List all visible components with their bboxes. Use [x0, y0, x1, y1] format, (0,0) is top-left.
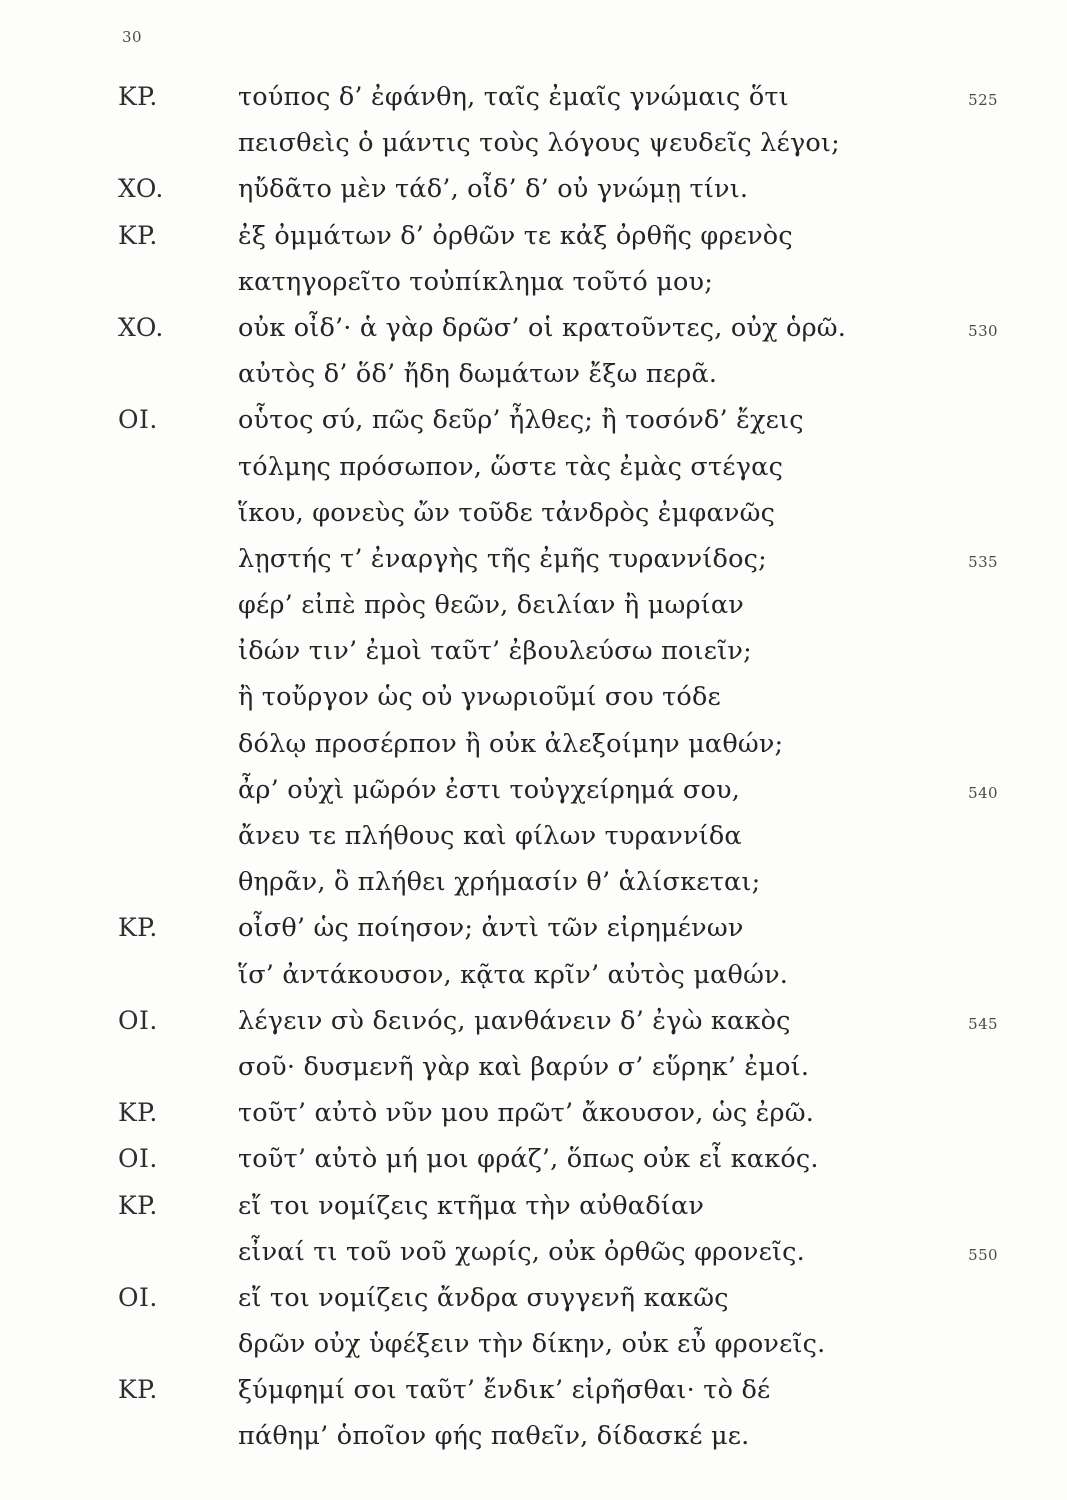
verse-text: ἰδών τιν’ ἐμοὶ ταῦτ’ ἐβουλεύσω ποιεῖν;	[238, 636, 752, 667]
verse-text: τούπος δ’ ἐφάνθη, ταῖς ἐμαῖς γνώμαις ὅτι	[238, 82, 789, 112]
verse-line	[118, 590, 998, 636]
speaker-label: ΚP.	[118, 1375, 158, 1405]
verse-text: εἴ τοι νομίζεις κτῆμα τὴν αὐθαδίαν	[238, 1190, 705, 1221]
verse-line	[118, 1098, 998, 1144]
line-number: 540	[968, 783, 998, 802]
speaker-label: OI.	[118, 1144, 158, 1174]
verse-text: αὐτὸς δ’ ὅδ’ ἤδη δωμάτων ἔξω περᾶ.	[238, 359, 718, 390]
line-number: 535	[968, 552, 998, 571]
speaker-label: XO.	[118, 174, 164, 204]
verse-text: ἵκου, φονεὺς ὤν τοῦδε τἀνδρὸς ἐμφανῶς	[238, 497, 776, 528]
verse-line	[118, 960, 998, 1006]
line-number: 550	[968, 1245, 998, 1264]
verse-line	[118, 1237, 998, 1283]
verse-line	[118, 174, 998, 220]
verse-line	[118, 267, 998, 313]
verse-line	[118, 821, 998, 867]
speaker-label: ΚP.	[118, 913, 158, 943]
verse-text: ἄνευ τε πλήθους καὶ φίλων τυραννίδα	[238, 821, 742, 851]
verse-text: ξύμφημί σοι ταῦτ’ ἔνδικ’ εἰρῆσθαι· τὸ δέ	[238, 1375, 771, 1406]
verse-line	[118, 775, 998, 821]
verse-line	[118, 313, 998, 359]
verse-line	[118, 544, 998, 590]
verse-text: πάθημ’ ὁποῖον φής παθεῖν, δίδασκέ με.	[238, 1421, 750, 1452]
speaker-label: ΚP.	[118, 82, 158, 111]
verse-text: ἢ τοὔργον ὡς οὐ γνωριοῦμί σου τόδε	[238, 682, 721, 713]
verse-text: ἆρ’ οὐχὶ μῶρόν ἐστι τοὐγχείρημά σου,	[238, 774, 741, 805]
verse-line	[118, 498, 998, 544]
verse-line	[118, 359, 998, 405]
verse-line	[118, 1283, 998, 1329]
line-number: 525	[968, 91, 998, 109]
verse-text: οἶσθ’ ὡς ποίησον; ἀντὶ τῶν εἰρημένων	[238, 913, 744, 944]
speaker-label: ΚP.	[118, 1098, 158, 1128]
verse-text: λῃστής τ’ ἐναργὴς τῆς ἐμῆς τυραννίδος;	[238, 543, 767, 574]
verse-text-block	[118, 82, 998, 1468]
speaker-label: XO.	[118, 312, 164, 342]
verse-line	[118, 405, 998, 451]
verse-line	[118, 682, 998, 728]
speaker-label: OI.	[118, 1282, 158, 1312]
speaker-label: ΚP.	[118, 1190, 158, 1220]
verse-line	[118, 1052, 998, 1098]
verse-line	[118, 128, 998, 174]
speaker-label: OI.	[118, 405, 158, 435]
verse-text: σοῦ· δυσμενῆ γὰρ καὶ βαρύν σ’ εὕρηκ’ ἐμοί.	[238, 1051, 810, 1082]
verse-text: οὗτος σύ, πῶς δεῦρ’ ἦλθες; ἢ τοσόνδ’ ἔχεις	[238, 405, 804, 436]
verse-text: θηρᾶν, ὃ πλήθει χρήμασίν θ’ ἁλίσκεται;	[238, 867, 761, 898]
verse-text: λέγειν σὺ δεινός, μανθάνειν δ’ ἐγὼ κακὸς	[238, 1005, 791, 1036]
verse-line	[118, 636, 998, 682]
verse-line	[118, 867, 998, 913]
verse-line	[118, 1191, 998, 1237]
verse-text: δρῶν οὐχ ὑφέξειν τὴν δίκην, οὐκ εὖ φρονεῖς.	[238, 1329, 826, 1360]
verse-line	[118, 913, 998, 959]
verse-text: ηὔδᾶτο μὲν τάδ’, οἶδ’ δ’ οὐ γνώμῃ τίνι.	[238, 174, 749, 205]
line-number: 545	[968, 1014, 998, 1033]
verse-text: τοῦτ’ αὐτὸ νῦν μου πρῶτ’ ἄκουσον, ὡς ἐρῶ.	[238, 1098, 815, 1129]
speaker-label: OI.	[118, 1005, 158, 1035]
verse-line	[118, 1329, 998, 1375]
verse-text: τόλμης πρόσωπον, ὥστε τὰς ἐμὰς στέγας	[238, 451, 784, 482]
verse-text: οὐκ οἶδ’· ἁ γὰρ δρῶσ’ οἱ κρατοῦντες, οὐχ ὁρῶ.	[238, 312, 847, 343]
verse-text: τοῦτ’ αὐτὸ μή μοι φράζ’, ὅπως οὐκ εἶ κακός.	[238, 1144, 819, 1175]
verse-line	[118, 1421, 998, 1467]
verse-text: εἴ τοι νομίζεις ἄνδρα συγγενῆ κακῶς	[238, 1282, 729, 1313]
verse-text: πεισθεὶς ὁ μάντις τοὺς λόγους ψευδεῖς λέγοι;	[238, 128, 840, 159]
speaker-label: ΚP.	[118, 220, 158, 250]
verse-text: εἶναί τι τοῦ νοῦ χωρίς, οὐκ ὀρθῶς φρονεῖς.	[238, 1236, 805, 1267]
page-number: 30	[122, 28, 143, 46]
verse-text: ἵσ’ ἀντάκουσον, κᾷτα κρῖν’ αὐτὸς μαθών.	[238, 959, 789, 990]
verse-text: ἐξ ὀμμάτων δ’ ὀρθῶν τε κἀξ ὀρθῆς φρενὸς	[238, 220, 793, 251]
verse-line	[118, 452, 998, 498]
verse-text: κατηγορεῖτο τοὐπίκλημα τοῦτό μου;	[238, 266, 714, 297]
verse-text: δόλῳ προσέρπον ἢ οὐκ ἀλεξοίμην μαθών;	[238, 728, 784, 759]
verse-text: φέρ’ εἰπὲ πρὸς θεῶν, δειλίαν ἢ μωρίαν	[238, 590, 744, 621]
verse-line	[118, 729, 998, 775]
verse-line	[118, 82, 998, 128]
verse-line	[118, 1006, 998, 1052]
verse-line	[118, 221, 998, 267]
verse-line	[118, 1375, 998, 1421]
verse-line	[118, 1144, 998, 1190]
line-number: 530	[968, 321, 998, 340]
